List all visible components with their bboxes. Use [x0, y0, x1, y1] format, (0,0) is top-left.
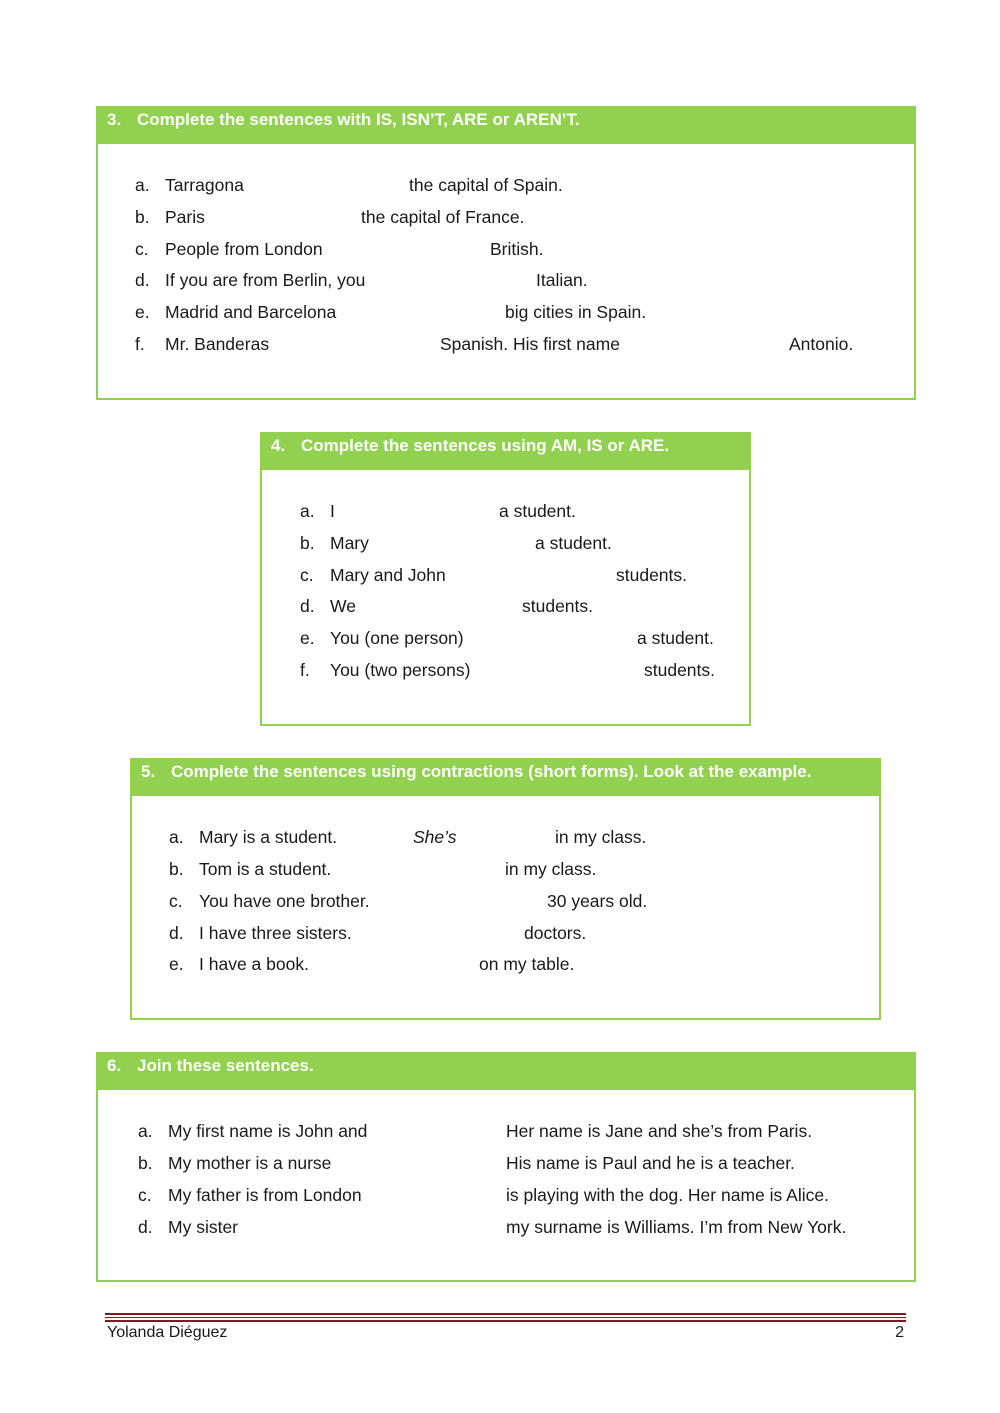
sentence-start: Mary and John: [330, 565, 446, 585]
sentence-start: I: [330, 501, 335, 521]
exercise-4-header: [262, 434, 749, 470]
left-column-text: My sister: [168, 1217, 238, 1237]
item-letter: f.: [300, 660, 310, 680]
left-column-text: My mother is a nurse: [168, 1153, 332, 1173]
exercise-number: 3.: [107, 110, 122, 129]
exercise-title: Complete the sentences using AM, IS or ARE.: [301, 436, 670, 455]
item-letter: a.: [135, 175, 150, 195]
item-letter: e.: [300, 628, 315, 648]
right-column-text: His name is Paul and he is a teacher.: [506, 1153, 795, 1173]
item-letter: d.: [300, 596, 315, 616]
sentence-start: Mary is a student.: [199, 827, 338, 847]
exercise-5-header: [132, 760, 879, 796]
item-letter: c.: [135, 239, 149, 259]
sentence-end: the capital of France.: [361, 207, 525, 227]
sentence-start: People from London: [165, 239, 323, 259]
right-column-text: is playing with the dog. Her name is Alice.: [506, 1185, 829, 1205]
sentence-start: Mary: [330, 533, 369, 553]
sentence-start: Tom is a student.: [199, 859, 332, 879]
right-column-text: my surname is Williams. I’m from New York.: [506, 1217, 847, 1237]
sentence-start: I have a book.: [199, 954, 309, 974]
sentence-start: If you are from Berlin, you: [165, 270, 366, 290]
sentence-start: Madrid and Barcelona: [165, 302, 337, 322]
sentence-end: 30 years old.: [547, 891, 648, 911]
item-letter: c.: [138, 1185, 152, 1205]
item-letter: a.: [169, 827, 184, 847]
item-letter: d.: [169, 923, 184, 943]
exercise-number: 4.: [271, 436, 286, 455]
sentence-start: We: [330, 596, 356, 616]
sentence-start: I have three sisters.: [199, 923, 352, 943]
sentence-end: Italian.: [536, 270, 588, 290]
example-answer: She’s: [413, 827, 457, 847]
item-letter: d.: [138, 1217, 153, 1237]
sentence-end: students.: [522, 596, 594, 616]
sentence-end: the capital of Spain.: [409, 175, 563, 195]
sentence-end: a student.: [637, 628, 714, 648]
exercise-title: Complete the sentences using contractions (short forms). Look at the example.: [171, 762, 812, 781]
item-letter: b.: [135, 207, 150, 227]
sentence-end: students.: [616, 565, 688, 585]
sentence-end: in my class.: [505, 859, 597, 879]
sentence-end: on my table.: [479, 954, 575, 974]
sentence-end: big cities in Spain.: [505, 302, 647, 322]
item-letter: e.: [169, 954, 184, 974]
sentence-end: doctors.: [524, 923, 587, 943]
item-letter: b.: [138, 1153, 153, 1173]
item-letter: c.: [300, 565, 314, 585]
right-column-text: Her name is Jane and she’s from Paris.: [506, 1121, 813, 1141]
footer-divider: [105, 1313, 906, 1322]
sentence-end: a student.: [535, 533, 612, 553]
footer-author: Yolanda Diéguez: [107, 1324, 228, 1341]
exercise-6-header: [98, 1054, 914, 1090]
item-letter: a.: [300, 501, 315, 521]
item-letter: d.: [135, 270, 150, 290]
sentence-middle: Spanish. His first name: [440, 334, 620, 354]
sentence-end: British.: [490, 239, 544, 259]
page-number: 2: [895, 1324, 904, 1341]
exercise-title: Join these sentences.: [137, 1056, 314, 1075]
left-column-text: My first name is John and: [168, 1121, 368, 1141]
item-letter: c.: [169, 891, 183, 911]
item-letter: f.: [135, 334, 145, 354]
exercise-title: Complete the sentences with IS, ISN’T, ARE or AREN’T.: [137, 110, 580, 129]
sentence-start: Paris: [165, 207, 205, 227]
sentence-start: You (two persons): [330, 660, 471, 680]
exercise-3-header: [98, 108, 914, 144]
sentence-end: Antonio.: [789, 334, 854, 354]
sentence-start: You (one person): [330, 628, 464, 648]
left-column-text: My father is from London: [168, 1185, 362, 1205]
sentence-start: You have one brother.: [199, 891, 370, 911]
exercise-number: 5.: [141, 762, 156, 781]
item-letter: b.: [300, 533, 315, 553]
sentence-end: a student.: [499, 501, 576, 521]
item-letter: b.: [169, 859, 184, 879]
sentence-start: Tarragona: [165, 175, 244, 195]
sentence-start: Mr. Banderas: [165, 334, 270, 354]
sentence-end: students.: [644, 660, 716, 680]
exercise-number: 6.: [107, 1056, 122, 1075]
sentence-end: in my class.: [555, 827, 647, 847]
item-letter: e.: [135, 302, 150, 322]
item-letter: a.: [138, 1121, 153, 1141]
